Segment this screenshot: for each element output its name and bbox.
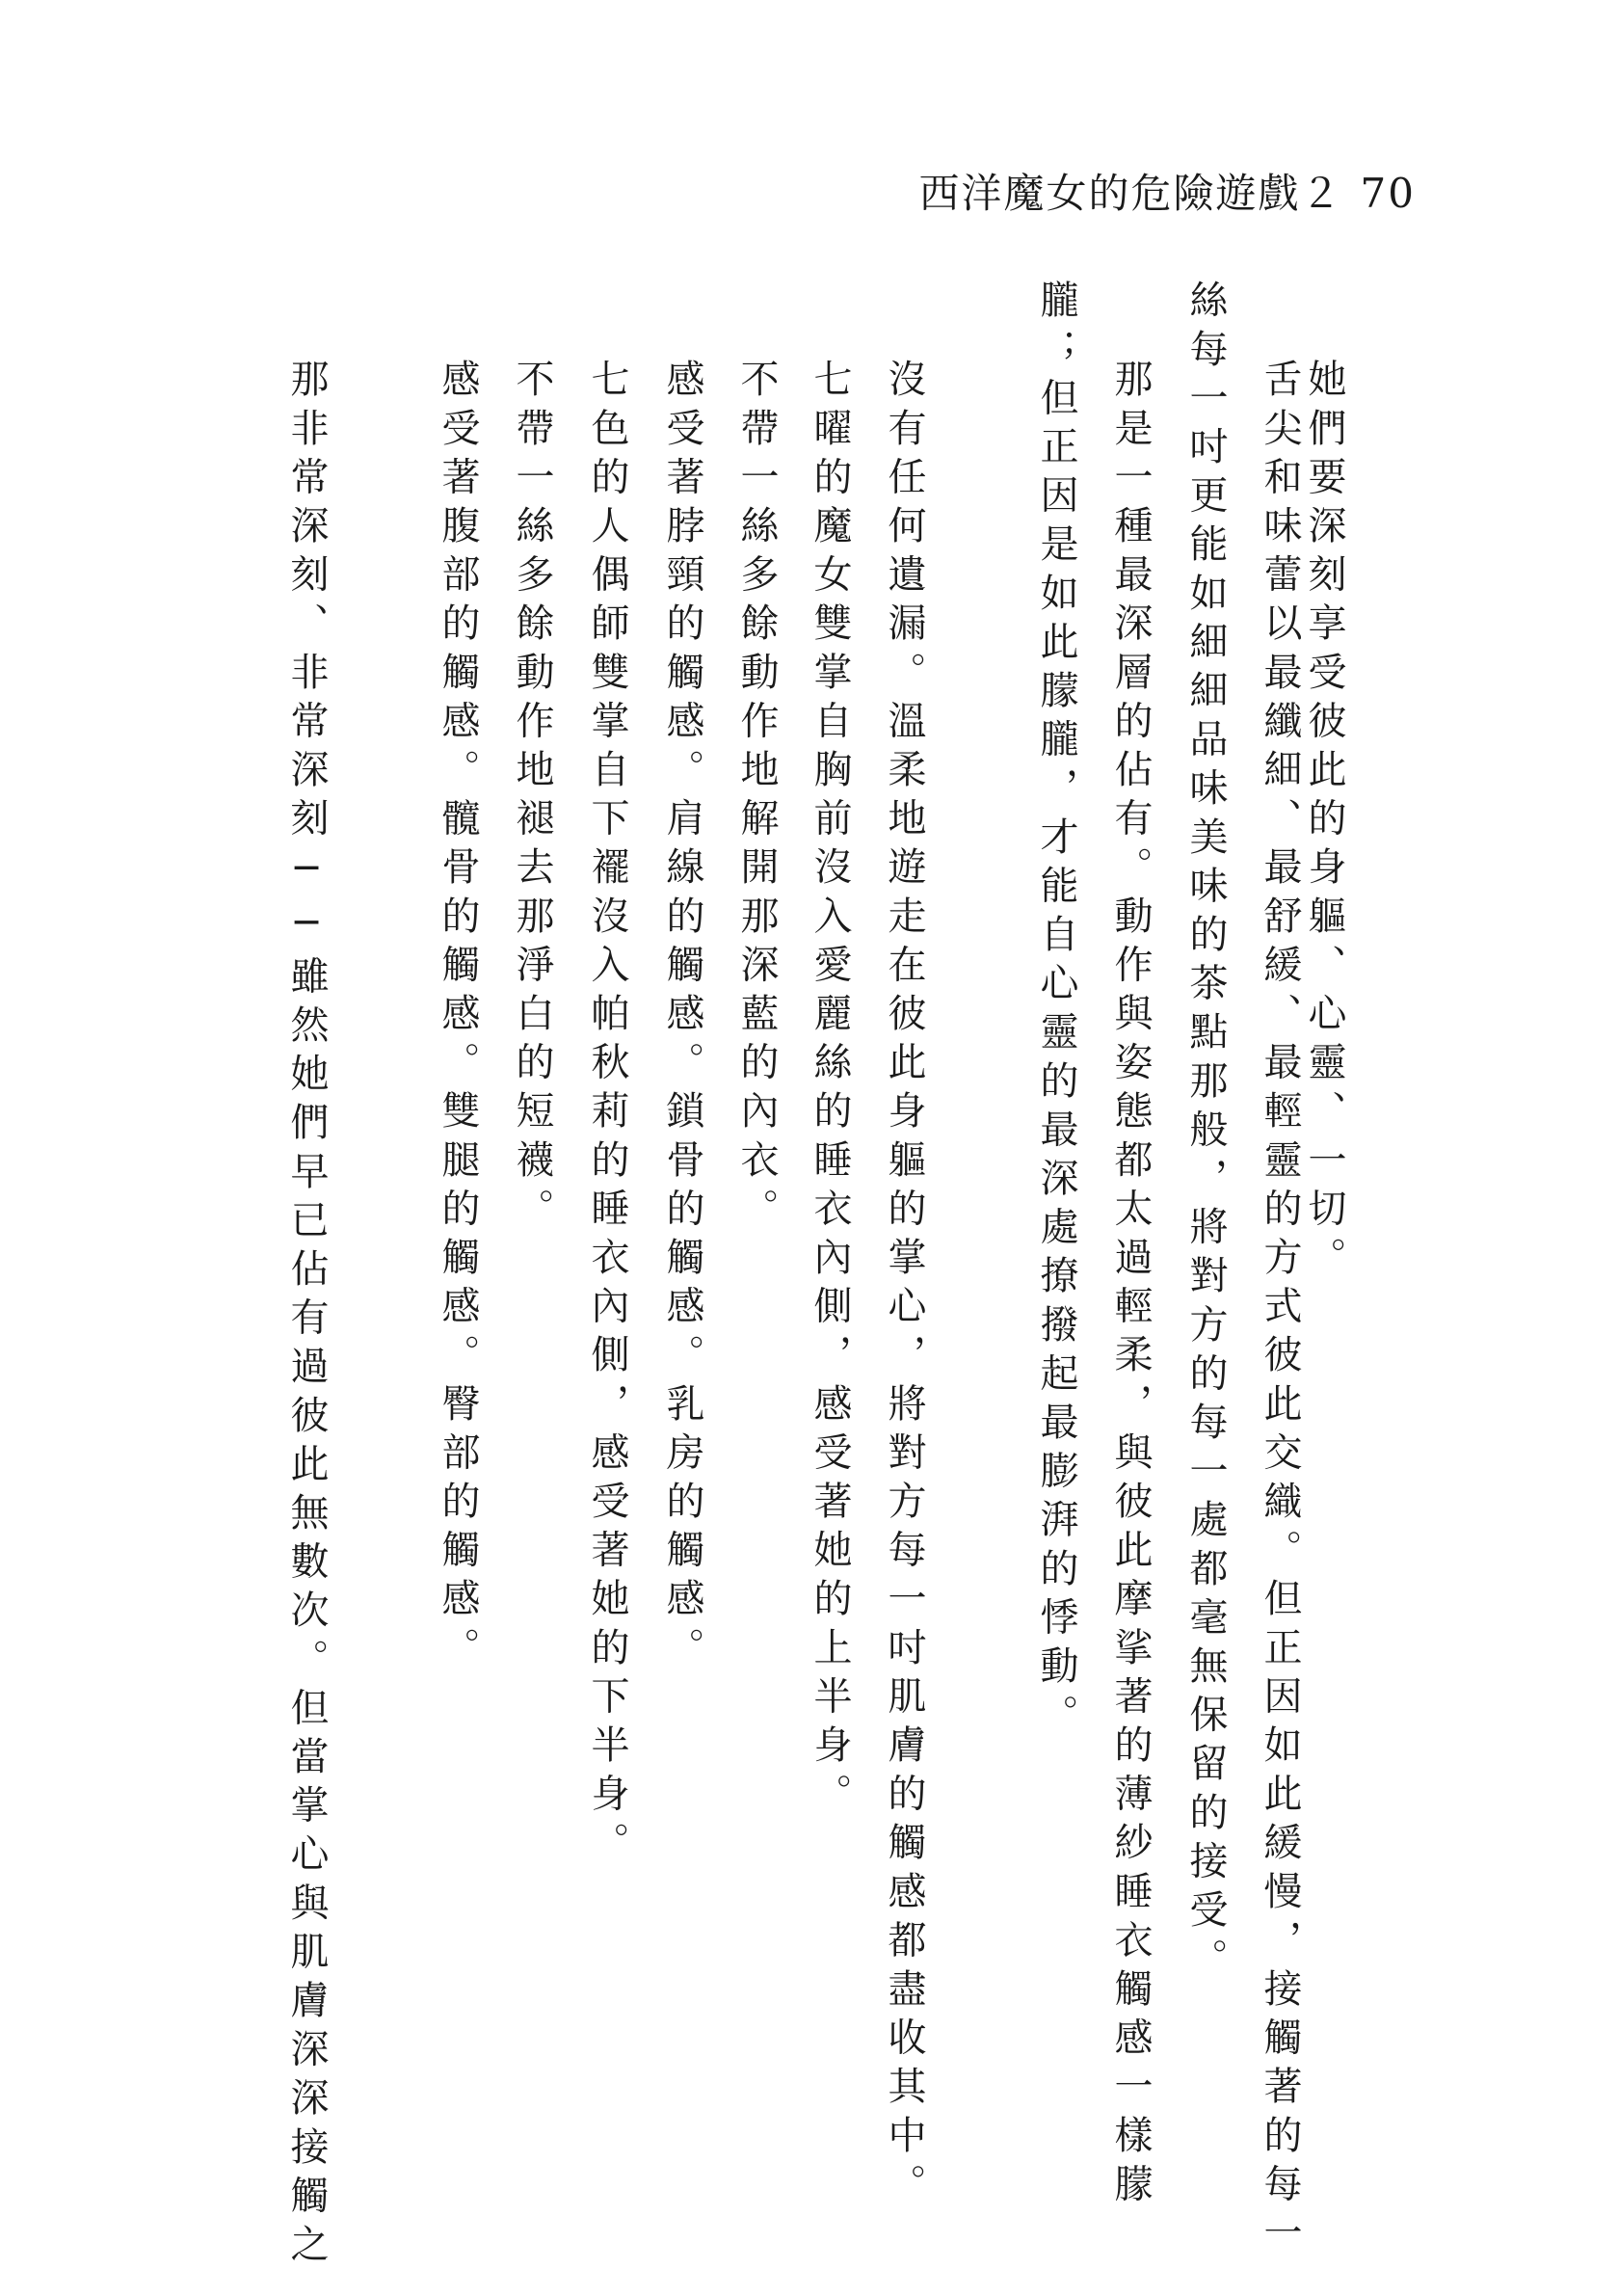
book-title: 西洋魔女的危險遊戲２ xyxy=(918,170,1343,217)
text-line: 感受著脖頸的觸感。肩線的觸感。鎖骨的觸感。乳房的觸感。 xyxy=(660,359,704,1676)
text-line: 絲每一吋更能如細細品味美味的茶點那般，將對方的每一處都毫無保留的接受。 xyxy=(1183,280,1228,1987)
page-number: 70 xyxy=(1360,170,1416,217)
text-line: 那是一種最深層的佔有。動作與姿態都太過輕柔，與彼此摩挲著的薄紗睡衣觸感一樣朦 xyxy=(1108,359,1153,2212)
text-line: 朧；但正因是如此朦朧，才能自心靈的最深處撩撥起最膨湃的悸動。 xyxy=(1034,280,1078,1743)
text-line: 那非常深刻、非常深刻──雖然她們早已佔有過彼此無數次。但當掌心與肌膚深深接觸之 xyxy=(284,359,329,2273)
text-line: 感受著腹部的觸感。髖骨的觸感。雙腿的觸感。臀部的觸感。 xyxy=(436,359,480,1676)
text-line: 七色的人偶師雙掌自下襬沒入帕秋莉的睡衣內側，感受著她的下半身。 xyxy=(585,359,629,1871)
text-line: 沒有任何遺漏。溫柔地遊走在彼此身軀的掌心，將對方每一吋肌膚的觸感都盡收其中。 xyxy=(882,359,926,2212)
text-line: 舌尖和味蕾以最纖細、最舒緩、最輕靈的方式彼此交織。但正因如此緩慢，接觸著的每一 xyxy=(1258,359,1302,2261)
text-line: 七曜的魔女雙掌自胸前沒入愛麗絲的睡衣內側，感受著她的上半身。 xyxy=(808,359,852,1822)
text-line: 不帶一絲多餘動作地解開那深藍的內衣。 xyxy=(734,359,779,1237)
text-line: 她們要深刻享受彼此的身軀、心靈、一切。 xyxy=(1302,359,1346,1286)
text-line: 不帶一絲多餘動作地褪去那淨白的短襪。 xyxy=(510,359,554,1237)
